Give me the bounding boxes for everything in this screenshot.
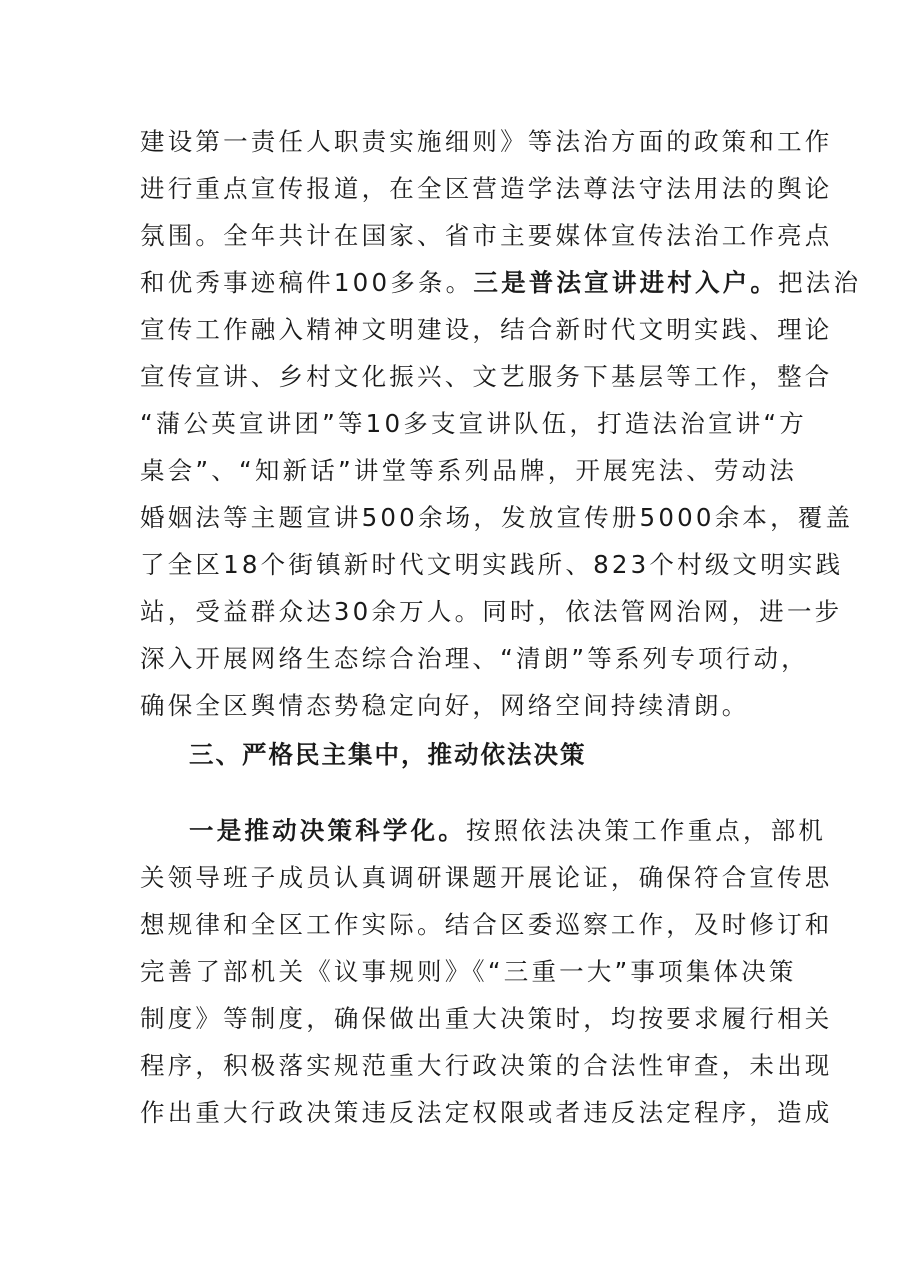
bold-lead-phrase: 三是普法宣讲进村入户。 — [473, 268, 779, 297]
body-text-line: 了全区18个街镇新时代文明实践所、823个村级文明实践 — [140, 550, 844, 579]
body-text-line-mixed — [140, 263, 862, 303]
body-text-line: 完善了部机关《议事规则》《“三重一大”事项集体决策 — [140, 957, 797, 986]
bold-lead-phrase: 一是推动决策科学化。 — [189, 816, 466, 845]
body-text-line: 作出重大行政决策违反法定权限或者违反法定程序，造成 — [140, 1098, 833, 1127]
body-text-line: 建设第一责任人职责实施细则》等法治方面的政策和工作 — [140, 127, 833, 156]
body-text-line: 进行重点宣传报道，在全区营造学法尊法守法用法的舆论 — [140, 174, 833, 203]
body-text-line: “蒲公英宣讲团”等10多支宣讲队伍，打造法治宣讲“方 — [140, 409, 807, 438]
body-text-line: 制度》等制度，确保做出重大决策时，均按要求履行相关 — [140, 1004, 833, 1033]
body-text-line: 关领导班子成员认真调研课题开展论证，确保符合宣传思 — [140, 863, 833, 892]
section-heading: 三、严格民主集中，推动依法决策 — [189, 740, 587, 769]
body-text-line: 桌会”、“知新话”讲堂等系列品牌，开展宪法、劳动法 — [140, 456, 798, 485]
body-text-run: 按照依法决策工作重点，部机 — [466, 816, 827, 845]
body-text-line: 站，受益群众达30余万人。同时，依法管网治网，进一步 — [140, 597, 843, 626]
body-text-line: 氛围。全年共计在国家、省市主要媒体宣传法治工作亮点 — [140, 221, 833, 250]
body-text-line: 婚姻法等主题宣讲500余场，发放宣传册5000余本，覆盖 — [140, 503, 854, 532]
body-text-line: 程序，积极落实规范重大行政决策的合法性审查，未出现 — [140, 1051, 833, 1080]
body-text-line: 宣传工作融入精神文明建设，结合新时代文明实践、理论 — [140, 315, 833, 344]
body-text-run: 把法治 — [778, 268, 862, 297]
body-text-line: 想规律和全区工作实际。结合区委巡察工作，及时修订和 — [140, 910, 833, 939]
body-text-line: 宣传宣讲、乡村文化振兴、文艺服务下基层等工作，整合 — [140, 362, 833, 391]
body-text-line-mixed — [189, 811, 827, 851]
body-text-run: 和优秀事迹稿件100多条。 — [140, 268, 474, 297]
body-text-line: 确保全区舆情态势稳定向好，网络空间持续清朗。 — [140, 691, 750, 720]
body-text-line: 深入开展网络生态综合治理、“清朗”等系列专项行动， — [140, 644, 809, 673]
